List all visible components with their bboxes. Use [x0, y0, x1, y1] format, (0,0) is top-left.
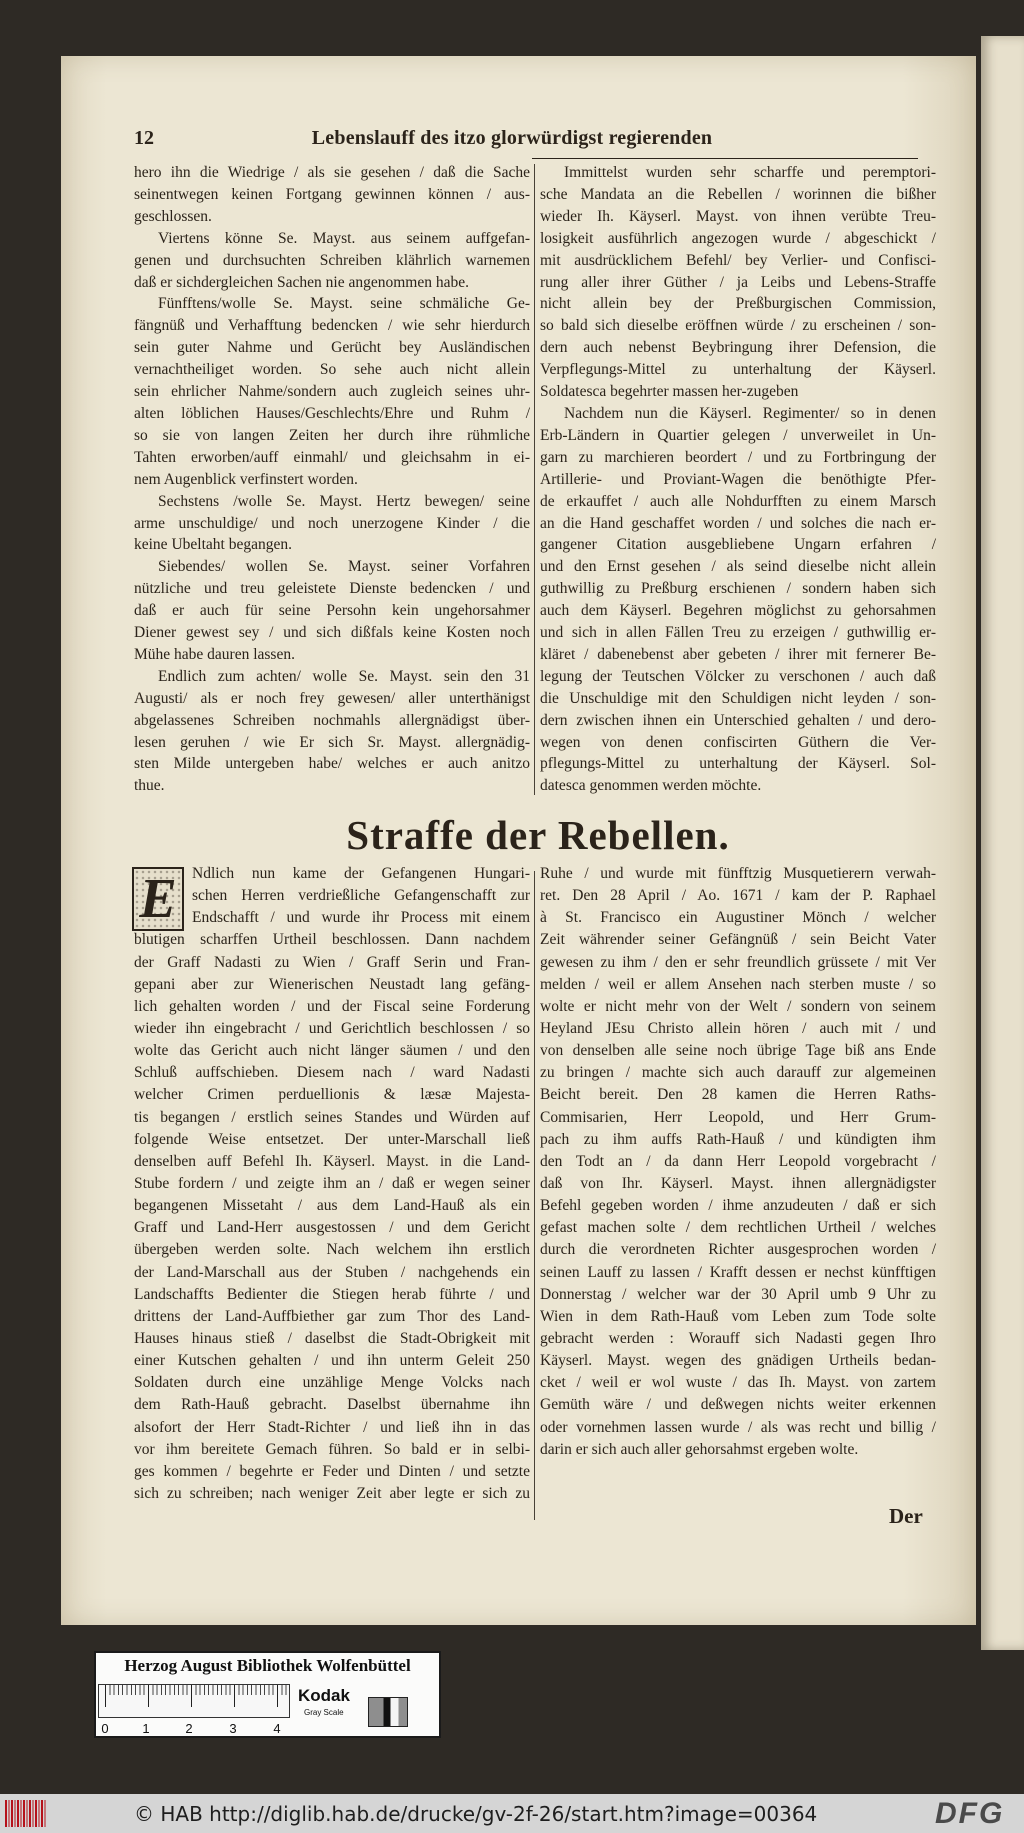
text-line: abgelassenes Schreiben nochmahls allergnädigst über- — [134, 711, 530, 729]
right-column-lower — [540, 863, 936, 1461]
text-line: daß er sichdergleichen Sachen nie angenommen habe. — [134, 273, 469, 291]
text-line: den Todt an / da dann Herr Leopold vorgebracht / — [540, 1152, 936, 1170]
footer-copyright-url: © HAB http://diglib.hab.de/drucke/gv-2f-26/start.htm?image=00364 — [134, 1802, 818, 1826]
text-line: melden / weil er allem Ansehen nach sterben muste / so — [540, 975, 936, 993]
text-line: Immittelst wurden sehr scharffe und peremptori- — [564, 164, 936, 181]
text-line: sein ehrlicher Nahme/sondern auch zugleich seines uhr- — [134, 383, 530, 401]
section-heading: Straffe der Rebellen. — [346, 812, 730, 858]
ruler-number: 3 — [229, 1721, 237, 1736]
text-line: der Land-Marschall aus der Stuben / nachgehends ein — [134, 1263, 530, 1281]
text-line: nicht allein bey der Preßburgischen Commission, — [540, 295, 936, 313]
text-line: Hauses hinaus stieß / daselbst die Stadt-Obrigkeit mit — [134, 1329, 530, 1347]
text-line: tis begangen / erstlich seines Standes und Würden auf — [134, 1108, 530, 1126]
text-line: gewesen zu ihm / den er sehr freundlich grüssete / mit Ver — [540, 953, 936, 971]
text-line: Commisarien, Herr Leopold, und Herr Grum- — [540, 1108, 936, 1126]
text-line: auch dem Käyserl. Begehren möglichst zu gehorsahmen — [540, 602, 936, 620]
text-line: keine Ubeltaht begangen. — [134, 536, 292, 554]
text-line: à St. Francisco ein Augustiner Mönch / welcher — [540, 909, 936, 927]
text-line: ges kommen / begehrte er Feder und Dinten / und setzte — [134, 1462, 530, 1480]
adjacent-page-edge — [981, 36, 1024, 1650]
text-line: schen Herren verdrießliche Gefangenschafft zur — [192, 887, 530, 905]
text-line: alsofort der Herr Stadt-Richter / und ließ ihn in das — [134, 1418, 530, 1436]
drop-cap-letter: E — [139, 868, 177, 930]
text-line: wolte das Gericht auch nicht länger säumen / und den — [134, 1042, 530, 1060]
text-line: rung aller ihrer Güther / ja Leibs und Lebens-Straffe — [540, 273, 936, 291]
text-line: Stube fordern / und zeigte ihm an / daß er wegen seiner — [134, 1174, 530, 1192]
hab-barcode-icon — [5, 1800, 46, 1827]
text-line: sich zu schreiben; nach weniger Zeit aber legte er sich zu — [134, 1484, 530, 1502]
text-line: hero ihn die Wiedrige / als sie gesehen / daß die Sache — [134, 164, 530, 181]
text-line: Nachdem nun die Käyserl. Regimenter/ so in denen — [564, 404, 936, 422]
text-line: wieder Ih. Käyserl. Mayst. von ihnen verübte Treu- — [540, 207, 936, 225]
text-line: gefast machen solte / dem rechtlichen Urtheil / welches — [540, 1219, 936, 1237]
page-number: 12 — [134, 127, 154, 149]
text-line: durch die verordneten Richter ausgesprochen worden / — [540, 1241, 936, 1259]
text-line: Mühe habe dauren lassen. — [134, 645, 295, 663]
text-line: geschlossen. — [134, 207, 212, 225]
library-name: Herzog August Bibliothek Wolfenbüttel — [124, 1656, 411, 1675]
text-line: Verpflegungs-Mittel zu unterhaltung der Käyserl. — [540, 361, 936, 379]
text-line: alten löblichen Hauses/Geschlechts/Ehre und Ruhm / — [134, 404, 530, 422]
text-line: cket / weil er wol wuste / das Ih. Mayst. von zartem — [540, 1374, 936, 1392]
text-line: thue. — [134, 777, 165, 795]
text-line: de erkauffet / auch alle Nohdurfften zu einem Marsch — [540, 492, 936, 510]
text-line: dern zwischen ihnen ein Unterschied gehalten / und dero- — [540, 711, 936, 729]
text-line: Wien in dem Rath-Hauß vom Leben zum Tode solte — [540, 1307, 936, 1325]
header-rule — [532, 158, 918, 159]
text-line: blutigen scharffen Urtheil beschlossen. Dann nachdem — [134, 931, 530, 949]
text-line: nem Augenblick verfinstert worden. — [134, 470, 358, 488]
ruler-number: 4 — [273, 1721, 281, 1736]
left-column-lower — [134, 863, 530, 1505]
text-line: Siebendes/ wollen Se. Mayst. seiner Vorfahren — [158, 558, 530, 576]
text-line: die Unschuldige mit den Schuldigen nicht leyden / son- — [540, 689, 936, 707]
text-line: so sie von langen Zeiten her durch ihre rühmliche — [134, 426, 530, 444]
running-head: Lebenslauff des itzo glorwürdigst regierenden — [311, 127, 713, 149]
text-line: pach zu ihm auffs Rath-Hauß / und kündigten ihm — [540, 1130, 936, 1148]
text-line: oder vornehmen lassen wurde / als was recht und billig / — [540, 1418, 936, 1436]
text-line: Zeit währender seiner Gefängnüß / sein Beicht Vater — [540, 931, 936, 949]
text-line: Befehl gegeben worden / ihme anzudeuten / daß er sich — [540, 1197, 936, 1215]
text-line: lich gehalten worden / und der Fiscal seine Forderung — [134, 997, 530, 1015]
ruler-number: 0 — [101, 1721, 109, 1736]
text-line: sten Milde untergeben habe/ welches er auch anitzo — [134, 755, 530, 773]
ruler-number: 1 — [142, 1721, 150, 1736]
text-line: Augusti/ als er noch frey gewesen/ aller unterthänigst — [134, 689, 530, 707]
text-line: drittens der Land-Auffbiether gar zum Thor des Land- — [134, 1307, 530, 1325]
text-line: datesca genommen werden möchte. — [540, 777, 762, 795]
text-line: begangenen Missetaht / aus dem Land-Hauß als ein — [134, 1197, 530, 1215]
gray-scale-ruler — [98, 1684, 290, 1718]
text-line: ret. Den 28 April / Ao. 1671 / kam der P. Raphael — [540, 887, 936, 905]
text-line: Beicht bereit. Den 28 kamen die Herren Raths- — [540, 1086, 936, 1104]
text-line: genen und durchsuchten Schreiben klährlich warnemen — [134, 251, 530, 269]
text-line: seinentwegen keinen Fortgang gewinnen können / aus- — [134, 185, 530, 203]
text-line: Gemüth wäre / und deßwegen nichts weiter erkennen — [540, 1396, 936, 1414]
text-line: gepani aber zur Wienerischen Neustadt lang gefäng- — [134, 975, 530, 993]
text-line: und sich in allen Fällen Treu zu erzeigen / guthwillig er- — [540, 624, 936, 642]
text-line: Ruhe / und wurde mit fünfftzig Musquetierern verwah- — [540, 865, 936, 882]
text-line: sche Mandata an die Rebellen / worinnen die bißher — [540, 185, 936, 203]
text-line: gangener Citation ausgebliebene Ungarn erfahren / — [540, 536, 936, 554]
text-line: nützliche und treu geleistete Dienste bedencken / und — [134, 580, 530, 598]
text-line: Diener gewest sey / und sich dißfals keine Kosten noch — [134, 624, 530, 642]
text-line: darin er sich auch aller gehorsahmst ergeben wolte. — [540, 1440, 859, 1458]
text-line: legung der Teutschen Völcker zu verschonen / auch daß — [540, 667, 936, 685]
text-line: Viertens könne Se. Mayst. aus seinem auffgefan- — [158, 229, 530, 247]
text-line: kläret / dabenebenst aber gebeten / ihrer mit fernerer Be- — [540, 645, 936, 663]
text-line: zu bringen / machte sich auch darauff zur algemeinen — [540, 1064, 936, 1082]
text-line: der Graff Nadasti zu Wien / Graff Serin und Fran- — [134, 953, 530, 971]
text-line: seinen Lauff zu lassen / Krafft dessen er nechst künfftigen — [540, 1263, 936, 1281]
text-line: daß von Ihr. Käyserl. Mayst. ihnen allergnädigster — [540, 1174, 936, 1192]
text-line: pflegungs-Mittel zu unterhaltung der Käyserl. Sol- — [540, 755, 936, 773]
text-line: wolte er nicht mehr von der Welt / sondern von seinem — [540, 997, 936, 1015]
text-line: losigkeit ausführlich angezogen wurde / abgeschickt / — [540, 229, 936, 247]
right-column-upper — [540, 162, 936, 797]
text-line: wieder ihn eingebracht / und Gerichtlich beschlossen / so — [134, 1019, 530, 1037]
text-line: vernachtheiliget worden. So sehe auch nicht allein — [134, 361, 530, 379]
text-line: Ndlich nun kame der Gefangenen Hungari- — [192, 865, 530, 882]
text-line: Tahten erworben/auff einmahl/ und gleichsahm in ei- — [134, 448, 530, 466]
text-line: Erb-Ländern in Quartier gelegen / unverweilet in Un- — [540, 426, 936, 444]
text-line: dern auch nebenst Beybringung ihrer Defension, die — [540, 339, 936, 357]
text-line: so bald sich dieselbe eröffnen würde / zu erscheinen / son- — [540, 317, 936, 335]
text-line: Donnerstag / welcher war der 30 April umb 9 Uhr zu — [540, 1285, 936, 1303]
text-line: einer Kutschen gehalten / und ihn unterm Geleit 250 — [134, 1352, 530, 1370]
text-line: dem Rath-Hauß gebracht. Daselbst übernahme ihn — [134, 1396, 530, 1414]
dfg-logo: DFG — [935, 1797, 1005, 1830]
ruler-number: 2 — [185, 1721, 193, 1736]
text-line: arme unschuldige/ und noch unerzogene Kinder / die — [134, 514, 530, 532]
text-line: folgende Weise entsetzet. Der unter-Marschall ließ — [134, 1130, 530, 1148]
text-line: vor ihm bereitete Gemach führen. So bald er in selbi- — [134, 1440, 530, 1458]
text-line: guthwillig zu Preßburg erschienen / sondern haben sich — [540, 580, 936, 598]
text-line: Artillerie- und Proviant-Wagen die benöthigte Pfer- — [540, 470, 936, 488]
column-divider — [534, 871, 535, 1520]
text-line: Endlich zum achten/ wolle Se. Mayst. sein den 31 — [158, 667, 530, 685]
text-line: fängnüß und Verhafftung bedencken / wie sehr hierdurch — [134, 317, 530, 335]
text-line: Soldatesca begehrter massen her-zugeben — [540, 383, 799, 401]
text-line: daß er auch für seine Persohn kein ungehorsahmer — [134, 602, 530, 620]
column-divider — [534, 164, 535, 795]
text-line: Soldaten durch eine unzählige Menge Volcks nach — [134, 1374, 530, 1392]
text-line: welcher Crimen perduellionis & læsæ Majesta- — [134, 1086, 530, 1104]
text-line: von denselben alle seine noch übrige Tage biß ans Ende — [540, 1042, 936, 1060]
text-line: mit ausdrücklichem Befehl/ bey Verlier- und Confisci- — [540, 251, 936, 269]
text-line: Käyserl. Mayst. wegen des gnädigen Urtheils bedan- — [540, 1352, 936, 1370]
text-line: und den Ernst gesehen / als seind dieselbe nicht allein — [540, 558, 936, 576]
text-line: Sechstens /wolle Se. Mayst. Hertz bewegen/ seine — [158, 492, 530, 510]
text-line: übergeben werden solte. Nach welchem ihn erstlich — [134, 1241, 530, 1259]
text-line: Schluß auffschieben. Diesem nach / ward Nadasti — [134, 1064, 530, 1082]
text-line: Landschaffts Bedienter die Stiegen herab führte / und — [134, 1285, 530, 1303]
text-line: Fünfftens/wolle Se. Mayst. seine schmäliche Ge- — [158, 295, 530, 313]
text-line: Endschafft / und wurde ihr Process mit einem — [192, 909, 530, 927]
catchword: Der — [889, 1504, 923, 1528]
text-line: sein guter Nahme und Gerücht bey Ausländischen — [134, 339, 530, 357]
text-line: gebracht werden : Worauff sich Nadasti gegen Ihro — [540, 1329, 936, 1347]
left-column-upper — [134, 162, 530, 797]
kodak-brand: Kodak — [298, 1686, 350, 1705]
text-line: Graff und Land-Herr ausgestossen / und dem Gericht — [134, 1219, 530, 1237]
text-line: an die Hand geschaffet worden / und solches die nach er- — [540, 514, 936, 532]
text-line: garn zu marchieren beordert / und zu Fortbringung der — [540, 448, 936, 466]
text-line: Heyland JEsu Christo allein hören / auch mit / und — [540, 1019, 936, 1037]
gray-patch — [368, 1697, 408, 1727]
text-line: lesen geruhen / wie Er sich Sr. Mayst. allergnädig- — [134, 733, 530, 751]
text-line: wegen von denen confiscirten Güthern die Ver- — [540, 733, 936, 751]
gray-scale-caption: Gray Scale — [304, 1708, 344, 1717]
text-line: denselben auff Befehl Ih. Käyserl. Mayst. in die Land- — [134, 1152, 530, 1170]
